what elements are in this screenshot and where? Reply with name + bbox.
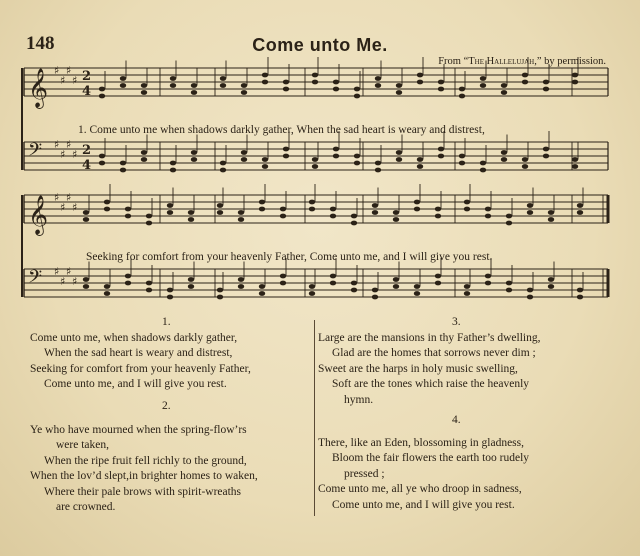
note-head xyxy=(577,295,583,300)
verse-line: Come unto me, and I will give you rest. xyxy=(332,498,515,511)
note-head xyxy=(333,87,339,92)
note-head xyxy=(372,210,378,215)
note-head xyxy=(572,157,578,162)
verse-line: hymn. xyxy=(344,393,374,406)
note-head xyxy=(435,281,441,286)
note-head xyxy=(309,291,315,296)
note-head xyxy=(372,295,378,300)
note-head xyxy=(480,83,486,88)
note-head xyxy=(435,207,441,212)
note-head xyxy=(259,207,265,212)
note-head xyxy=(104,291,110,296)
treble-clef-icon: 𝄞 xyxy=(28,68,49,108)
note-head xyxy=(238,284,244,289)
note-head xyxy=(354,154,360,159)
time-signature-top: 2 xyxy=(82,143,92,158)
sharp-icon: ♯ xyxy=(66,138,72,151)
note-head xyxy=(506,214,512,219)
credit-suffix: ,” by permission. xyxy=(534,56,606,67)
note-head xyxy=(167,295,173,300)
note-head xyxy=(283,80,289,85)
verse-line: Come unto me, all ye who droop in sadness, xyxy=(318,483,522,496)
note-head xyxy=(312,73,318,78)
note-head xyxy=(396,150,402,155)
note-head xyxy=(170,83,176,88)
verse-line: Seeking for comfort from your heavenly Father, xyxy=(30,362,251,375)
note-head xyxy=(333,80,339,85)
note-head xyxy=(351,221,357,226)
note-head xyxy=(417,73,423,78)
note-head xyxy=(167,203,173,208)
note-head xyxy=(83,284,89,289)
verse-line: Soft are the tones which raise the heavenly xyxy=(332,378,530,391)
note-head xyxy=(459,154,465,159)
verse-line: Come unto me, and I will give you rest. xyxy=(44,378,227,391)
lyric-line-1: 1. Come unto me when shadows darkly gather, When the sad heart is weary and distrest, xyxy=(78,124,485,136)
note-head xyxy=(372,288,378,293)
note-head xyxy=(354,161,360,166)
note-head xyxy=(438,154,444,159)
note-head xyxy=(83,217,89,222)
note-head xyxy=(527,295,533,300)
note-head xyxy=(220,76,226,81)
verse-number-4: 4. xyxy=(452,414,461,426)
note-head xyxy=(125,274,131,279)
verse-line: Sweet are the harps in holy music swelling, xyxy=(318,362,518,375)
hymn-title: Come unto Me. xyxy=(252,35,388,55)
note-head xyxy=(125,214,131,219)
note-head xyxy=(104,200,110,205)
note-head xyxy=(459,161,465,166)
note-head xyxy=(548,284,554,289)
time-signature-bottom: 4 xyxy=(82,158,92,173)
note-head xyxy=(435,274,441,279)
note-head xyxy=(464,284,470,289)
note-head xyxy=(435,214,441,219)
note-head xyxy=(417,80,423,85)
note-head xyxy=(309,200,315,205)
note-head xyxy=(464,207,470,212)
verse-3 xyxy=(318,331,541,408)
note-head xyxy=(167,210,173,215)
note-head xyxy=(480,161,486,166)
sharp-icon: ♯ xyxy=(54,64,60,77)
note-head xyxy=(572,73,578,78)
verse-number-1: 1. xyxy=(162,316,171,328)
note-head xyxy=(396,83,402,88)
note-head xyxy=(191,83,197,88)
note-head xyxy=(522,157,528,162)
verse-line: Bloom the fair flowers the earth too rudely xyxy=(332,452,530,465)
verse-line: When the sad heart is weary and distrest, xyxy=(44,347,233,360)
note-head xyxy=(572,164,578,169)
note-head xyxy=(259,284,265,289)
note-head xyxy=(506,221,512,226)
note-head xyxy=(330,281,336,286)
note-head xyxy=(141,150,147,155)
note-head xyxy=(543,87,549,92)
note-head xyxy=(83,277,89,282)
note-head xyxy=(120,161,126,166)
note-head xyxy=(125,281,131,286)
note-head xyxy=(99,94,105,99)
note-head xyxy=(396,90,402,95)
verse-line: Come unto me, when shadows darkly gather, xyxy=(30,332,238,344)
note-head xyxy=(501,150,507,155)
bass-clef-icon: 𝄢 xyxy=(28,267,43,292)
note-head xyxy=(333,154,339,159)
note-head xyxy=(309,207,315,212)
note-head xyxy=(543,147,549,152)
verse-line: Large are the mansions in thy Father’s dwelling, xyxy=(318,332,541,344)
note-head xyxy=(220,161,226,166)
note-head xyxy=(312,164,318,169)
note-head xyxy=(577,288,583,293)
credit-source: The Hallelujah xyxy=(468,56,535,67)
verse-number-2: 2. xyxy=(162,400,171,412)
note-head xyxy=(312,157,318,162)
note-head xyxy=(262,157,268,162)
note-head xyxy=(459,94,465,99)
note-head xyxy=(438,87,444,92)
note-head xyxy=(283,147,289,152)
verse-line: Ye who have mourned when the spring-flow’rs xyxy=(30,424,247,436)
note-head xyxy=(99,161,105,166)
note-head xyxy=(280,214,286,219)
note-head xyxy=(501,83,507,88)
note-head xyxy=(146,221,152,226)
note-head xyxy=(485,274,491,279)
note-head xyxy=(417,164,423,169)
note-head xyxy=(577,210,583,215)
note-head xyxy=(104,284,110,289)
verse-line: When the ripe fruit fell richly to the ground, xyxy=(44,454,247,467)
note-head xyxy=(170,76,176,81)
note-head xyxy=(522,164,528,169)
note-head xyxy=(396,157,402,162)
note-head xyxy=(283,87,289,92)
note-head xyxy=(480,76,486,81)
note-head xyxy=(170,161,176,166)
note-head xyxy=(83,210,89,215)
note-head xyxy=(480,168,486,173)
verse-line: There, like an Eden, blossoming in gladness, xyxy=(318,437,525,449)
note-head xyxy=(120,168,126,173)
sharp-icon: ♯ xyxy=(72,74,78,87)
note-head xyxy=(259,200,265,205)
note-head xyxy=(283,154,289,159)
sharp-icon: ♯ xyxy=(72,148,78,161)
verse-line: Where their pale brows with spirit-wreaths xyxy=(44,485,242,498)
note-head xyxy=(191,157,197,162)
note-head xyxy=(501,90,507,95)
note-head xyxy=(543,154,549,159)
note-head xyxy=(414,207,420,212)
note-head xyxy=(188,217,194,222)
sharp-icon: ♯ xyxy=(60,74,66,87)
note-head xyxy=(375,161,381,166)
sharp-icon: ♯ xyxy=(72,275,78,288)
sharp-icon: ♯ xyxy=(66,191,72,204)
treble-clef-icon: 𝄞 xyxy=(28,195,49,235)
note-head xyxy=(262,73,268,78)
note-head xyxy=(191,150,197,155)
sharp-icon: ♯ xyxy=(66,265,72,278)
note-head xyxy=(543,80,549,85)
note-head xyxy=(217,295,223,300)
note-head xyxy=(330,274,336,279)
note-head xyxy=(351,214,357,219)
note-head xyxy=(506,281,512,286)
note-head xyxy=(414,200,420,205)
sharp-icon: ♯ xyxy=(54,265,60,278)
note-head xyxy=(220,168,226,173)
note-head xyxy=(217,210,223,215)
verse-line: Glad are the homes that sorrows never dim ; xyxy=(332,347,536,360)
note-head xyxy=(393,210,399,215)
note-head xyxy=(351,281,357,286)
note-head xyxy=(393,277,399,282)
note-head xyxy=(330,207,336,212)
sharp-icon: ♯ xyxy=(54,191,60,204)
note-head xyxy=(485,207,491,212)
verse-1 xyxy=(30,331,251,393)
note-head xyxy=(141,83,147,88)
note-head xyxy=(548,217,554,222)
note-head xyxy=(309,284,315,289)
note-head xyxy=(188,284,194,289)
column-divider xyxy=(314,320,315,516)
note-head xyxy=(414,291,420,296)
sharp-icon: ♯ xyxy=(60,275,66,288)
note-head xyxy=(238,210,244,215)
note-head xyxy=(170,168,176,173)
note-head xyxy=(522,73,528,78)
note-head xyxy=(464,291,470,296)
note-head xyxy=(527,203,533,208)
note-head xyxy=(120,76,126,81)
note-head xyxy=(241,83,247,88)
note-head xyxy=(572,80,578,85)
note-head xyxy=(351,288,357,293)
note-head xyxy=(141,90,147,95)
note-head xyxy=(527,210,533,215)
note-head xyxy=(312,80,318,85)
note-head xyxy=(577,203,583,208)
note-head xyxy=(238,277,244,282)
note-head xyxy=(464,200,470,205)
verse-line: were taken, xyxy=(56,439,109,452)
note-head xyxy=(417,157,423,162)
time-signature-top: 2 xyxy=(82,69,92,84)
note-head xyxy=(280,281,286,286)
verse-line: pressed ; xyxy=(344,467,385,480)
note-head xyxy=(262,80,268,85)
note-head xyxy=(527,288,533,293)
sharp-icon: ♯ xyxy=(54,138,60,151)
time-signature-bottom: 4 xyxy=(82,84,92,99)
note-head xyxy=(241,90,247,95)
note-head xyxy=(188,210,194,215)
note-head xyxy=(217,288,223,293)
note-head xyxy=(501,157,507,162)
note-head xyxy=(217,203,223,208)
page-number: 148 xyxy=(26,33,55,54)
note-head xyxy=(548,210,554,215)
verse-number-3: 3. xyxy=(452,316,461,328)
note-head xyxy=(375,168,381,173)
note-head xyxy=(104,207,110,212)
note-head xyxy=(146,288,152,293)
sharp-icon: ♯ xyxy=(60,148,66,161)
verse-4 xyxy=(318,436,529,513)
verse-line: are crowned. xyxy=(56,501,116,514)
note-head xyxy=(125,207,131,212)
note-head xyxy=(414,284,420,289)
note-head xyxy=(146,281,152,286)
note-head xyxy=(241,150,247,155)
note-head xyxy=(438,147,444,152)
note-head xyxy=(238,217,244,222)
note-head xyxy=(262,164,268,169)
note-head xyxy=(354,87,360,92)
note-head xyxy=(146,214,152,219)
sharp-icon: ♯ xyxy=(60,201,66,214)
note-head xyxy=(188,277,194,282)
note-head xyxy=(459,87,465,92)
note-head xyxy=(333,147,339,152)
note-head xyxy=(120,83,126,88)
note-head xyxy=(99,87,105,92)
note-head xyxy=(548,277,554,282)
note-head xyxy=(372,203,378,208)
note-head xyxy=(241,157,247,162)
bass-clef-icon: 𝄢 xyxy=(28,140,43,165)
note-head xyxy=(522,80,528,85)
verse-line: When the lov’d slept,in brighter homes to waken, xyxy=(30,470,258,483)
note-head xyxy=(280,274,286,279)
note-head xyxy=(259,291,265,296)
credit-prefix: From “ xyxy=(438,56,469,67)
note-head xyxy=(438,80,444,85)
note-head xyxy=(167,288,173,293)
sharp-icon: ♯ xyxy=(72,201,78,214)
note-head xyxy=(393,284,399,289)
note-head xyxy=(393,217,399,222)
note-head xyxy=(191,90,197,95)
note-head xyxy=(280,207,286,212)
verse-2 xyxy=(30,423,258,515)
note-head xyxy=(220,83,226,88)
note-head xyxy=(99,154,105,159)
note-head xyxy=(485,214,491,219)
note-head xyxy=(506,288,512,293)
note-head xyxy=(375,83,381,88)
note-head xyxy=(354,94,360,99)
note-head xyxy=(330,214,336,219)
sharp-icon: ♯ xyxy=(66,64,72,77)
note-head xyxy=(375,76,381,81)
lyric-line-2: Seeking for comfort from your heavenly Father, Come unto me, and I will give you rest. xyxy=(86,251,493,263)
note-head xyxy=(141,157,147,162)
note-head xyxy=(485,281,491,286)
